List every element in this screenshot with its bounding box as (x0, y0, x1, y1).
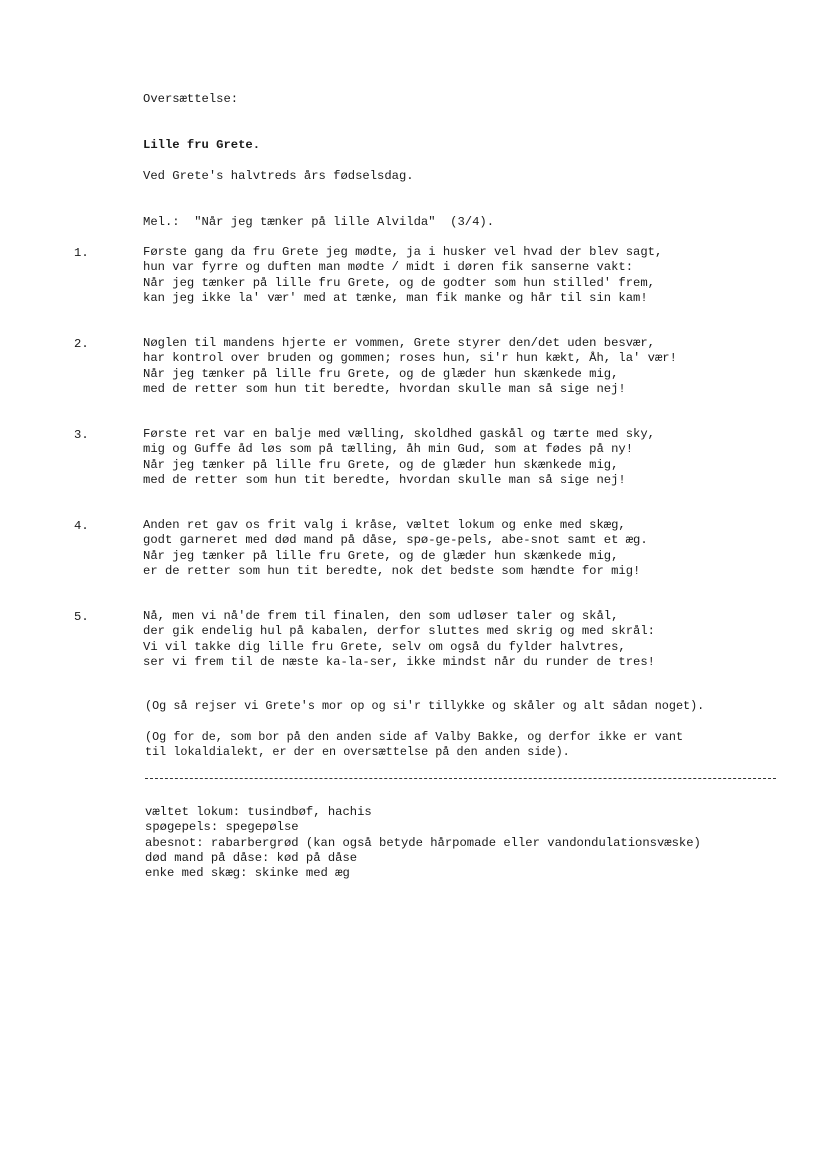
song-subtitle: Ved Grete's halvtreds års fødselsdag. (143, 169, 414, 183)
stanza-line: har kontrol over bruden og gommen; roses hun, si'r hun kækt, Åh, la' vær! (143, 351, 677, 366)
stanza-3 (143, 427, 655, 488)
stanza-line: ser vi frem til de næste ka-la-ser, ikke mindst når du runder de tres! (143, 654, 655, 669)
note-line: (Og for de, som bor på den anden side af Valby Bakke, og derfor ikke er vant (145, 730, 684, 744)
stanza-line: Når jeg tænker på lille fru Grete, og de glæder hun skænkede mig, (143, 366, 619, 381)
glossary-item: enke med skæg: skinke med æg (145, 866, 350, 881)
stanza-number: 5. (74, 610, 89, 624)
stanza-line: Når jeg tænker på lille fru Grete, og de godter som hun stilled' frem, (143, 275, 655, 290)
stanza-line: Første ret var en balje med vælling, skoldhed gaskål og tærte med sky, (143, 427, 655, 441)
glossary-item: væltet lokum: tusindbøf, hachis (145, 805, 372, 819)
stanza-5 (143, 609, 655, 670)
glossary-item: død mand på dåse: kød på dåse (145, 850, 358, 865)
glossary (145, 805, 701, 881)
stanza-number: 1. (74, 246, 89, 260)
stanza-1 (143, 245, 662, 306)
heading: Oversættelse: (143, 92, 239, 106)
melody-line: Mel.: "Når jeg tænker på lille Alvilda" (3/4). (143, 215, 495, 229)
note-toast: (Og så rejser vi Grete's mor op og si'r tillykke og skåler og alt sådan noget). (145, 699, 705, 713)
stanza-line: mig og Guffe åd løs som på tælling, åh min Gud, som at fødes på ny! (143, 442, 634, 457)
note-translation (145, 730, 683, 761)
stanza-line: med de retter som hun tit beredte, hvordan skulle man så sige nej! (143, 381, 626, 396)
stanza-line: der gik endelig hul på kabalen, derfor sluttes med skrig og med skrål: (143, 624, 655, 639)
stanza-number: 4. (74, 519, 89, 533)
glossary-item: spøgepels: spegepølse (145, 820, 299, 835)
stanza-line: Anden ret gav os frit valg i kråse, væltet lokum og enke med skæg, (143, 518, 626, 532)
stanza-line: er de retter som hun tit beredte, nok det bedste som hændte for mig! (143, 563, 641, 578)
stanza-number: 3. (74, 428, 89, 442)
stanza-line: Vi vil takke dig lille fru Grete, selv om også du fylder halvtres, (143, 639, 626, 654)
song-title: Lille fru Grete. (143, 138, 261, 152)
stanza-line: Når jeg tænker på lille fru Grete, og de glæder hun skænkede mig, (143, 457, 619, 472)
stanza-line: kan jeg ikke la' vær' med at tænke, man fik manke og hår til sin kam! (143, 290, 648, 305)
stanza-line: hun var fyrre og duften man mødte / midt i døren fik sanserne vakt: (143, 260, 634, 275)
stanza-line: Nøglen til mandens hjerte er vommen, Grete styrer den/det uden besvær, (143, 336, 655, 350)
stanza-line: Nå, men vi nå'de frem til finalen, den som udløser taler og skål, (143, 609, 619, 623)
stanza-line: med de retter som hun tit beredte, hvordan skulle man så sige nej! (143, 472, 626, 487)
note-line: til lokaldialekt, er der en oversættelse på den anden side). (145, 745, 570, 760)
stanza-4 (143, 518, 648, 579)
stanza-number: 2. (74, 337, 89, 351)
stanza-line: Første gang da fru Grete jeg mødte, ja i husker vel hvad der blev sagt, (143, 245, 663, 259)
glossary-item: abesnot: rabarbergrød (kan også betyde hårpomade eller vandondulationsvæske) (145, 835, 701, 850)
stanza-2 (143, 336, 677, 397)
stanza-line: godt garneret med død mand på dåse, spø-ge-pels, abe-snot samt et æg. (143, 533, 648, 548)
dashed-divider (145, 778, 776, 779)
stanza-line: Når jeg tænker på lille fru Grete, og de glæder hun skænkede mig, (143, 548, 619, 563)
